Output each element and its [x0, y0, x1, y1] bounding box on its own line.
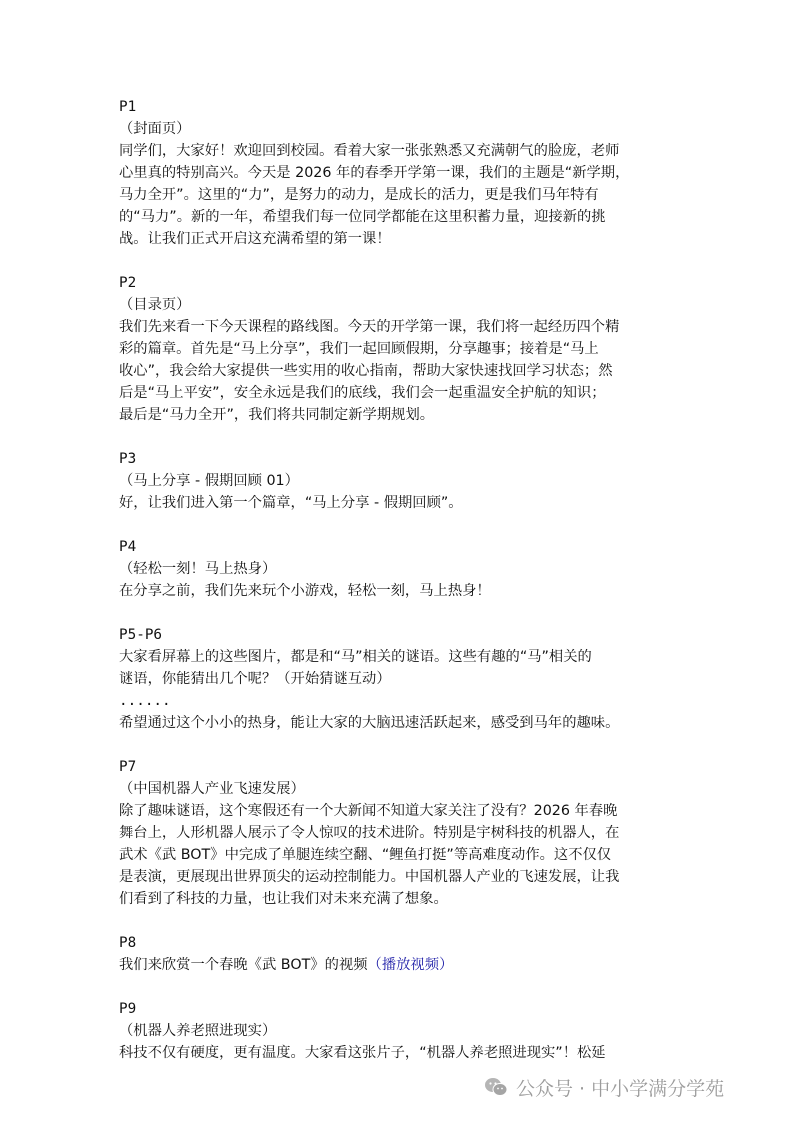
text-line: 希望通过这个小小的热身，能让大家的大脑迅速活跃起来，感受到马年的趣味。 [119, 715, 620, 731]
text-line: 科技不仅有硬度，更有温度。大家看这张片子，“机器人养老照进现实”！松延 [119, 1045, 606, 1061]
watermark-text: 公众号 · 中小学满分学苑 [516, 1077, 725, 1100]
section-p9 [119, 998, 679, 1064]
section-label: P2 [119, 275, 137, 291]
text-line: 们看到了科技的力量，也让我们对未来充满了想象。 [119, 891, 448, 907]
text-line: （马上分享 - 假期回顾 01） [119, 473, 299, 489]
section-label: P1 [119, 99, 137, 115]
text-line: 战。让我们正式开启这充满希望的第一课！ [119, 231, 391, 247]
section-p4 [119, 536, 679, 602]
text-line: 武术《武 BOT》中完成了单腿连续空翻、“鲤鱼打挺”等高难度动作。这不仅仅 [119, 847, 612, 863]
section-label: P5-P6 [119, 627, 163, 643]
text-line: 的“马力”。新的一年，希望我们每一位同学都能在这里积蓄力量，迎接新的挑 [119, 209, 606, 225]
text-line: 同学们，大家好！欢迎回到校园。看着大家一张张熟悉又充满朝气的脸庞，老师 [119, 143, 620, 159]
wechat-icon [484, 1076, 508, 1098]
text-line: 收心”，我会给大家提供一些实用的收心指南，帮助大家快速找回学习状态；然 [119, 363, 613, 379]
text-line: 最后是“马力全开”，我们将共同制定新学期规划。 [119, 407, 435, 423]
text-line: 是表演，更展现出世界顶尖的运动控制能力。中国机器人产业的飞速发展，让我 [119, 869, 620, 885]
text-line: 舞台上，人形机器人展示了令人惊叹的技术进阶。特别是宇树科技的机器人，在 [119, 825, 620, 841]
document-body [119, 96, 679, 1086]
text-line: 马力全开”。这里的“力”，是努力的动力，是成长的活力，更是我们马年特有 [119, 187, 599, 203]
text-line: （中国机器人产业飞速发展） [119, 781, 305, 797]
section-label: P7 [119, 759, 137, 775]
text-line: 彩的篇章。首先是“马上分享”，我们一起回顾假期，分享趣事；接着是“马上 [119, 341, 599, 357]
section-p3 [119, 448, 679, 514]
text-line: 除了趣味谜语，这个寒假还有一个大新闻不知道大家关注了没有？2026 年春晚 [119, 803, 618, 819]
text-line: 我们先来看一下今天课程的路线图。今天的开学第一课，我们将一起经历四个精 [119, 319, 620, 335]
section-label: P9 [119, 1001, 137, 1017]
section-label: P3 [119, 451, 137, 467]
text-line: （封面页） [119, 121, 191, 137]
section-p5-p6 [119, 624, 679, 734]
text-line: 后是“马上平安”，安全永远是我们的底线，我们会一起重温安全护航的知识； [119, 385, 606, 401]
text-line: 谜语，你能猜出几个呢？（开始猜谜互动） [119, 671, 391, 687]
section-label: P8 [119, 935, 137, 951]
text-line: （轻松一刻！马上热身） [119, 561, 277, 577]
section-p1 [119, 96, 679, 250]
text-line: 在分享之前，我们先来玩个小游戏，轻松一刻，马上热身！ [119, 583, 491, 599]
text-line: （机器人养老照进现实） [119, 1023, 277, 1039]
ellipsis-line: ...... [119, 693, 171, 709]
play-video-cue: （播放视频） [367, 957, 454, 973]
text-line: 我们来欣赏一个春晚《武 BOT》的视频（播放视频） [119, 957, 454, 973]
section-p2 [119, 272, 679, 426]
text-line: 好，让我们进入第一个篇章，“马上分享 - 假期回顾”。 [119, 495, 463, 511]
section-p8 [119, 932, 679, 976]
text-line: 心里真的特别高兴。今天是 2026 年的春季开学第一课，我们的主题是“新学期， [119, 165, 630, 181]
text-line: （目录页） [119, 297, 191, 313]
section-p7 [119, 756, 679, 910]
text-line: 大家看屏幕上的这些图片，都是和“马”相关的谜语。这些有趣的“马”相关的 [119, 649, 592, 665]
section-label: P4 [119, 539, 137, 555]
watermark [484, 1072, 724, 1102]
